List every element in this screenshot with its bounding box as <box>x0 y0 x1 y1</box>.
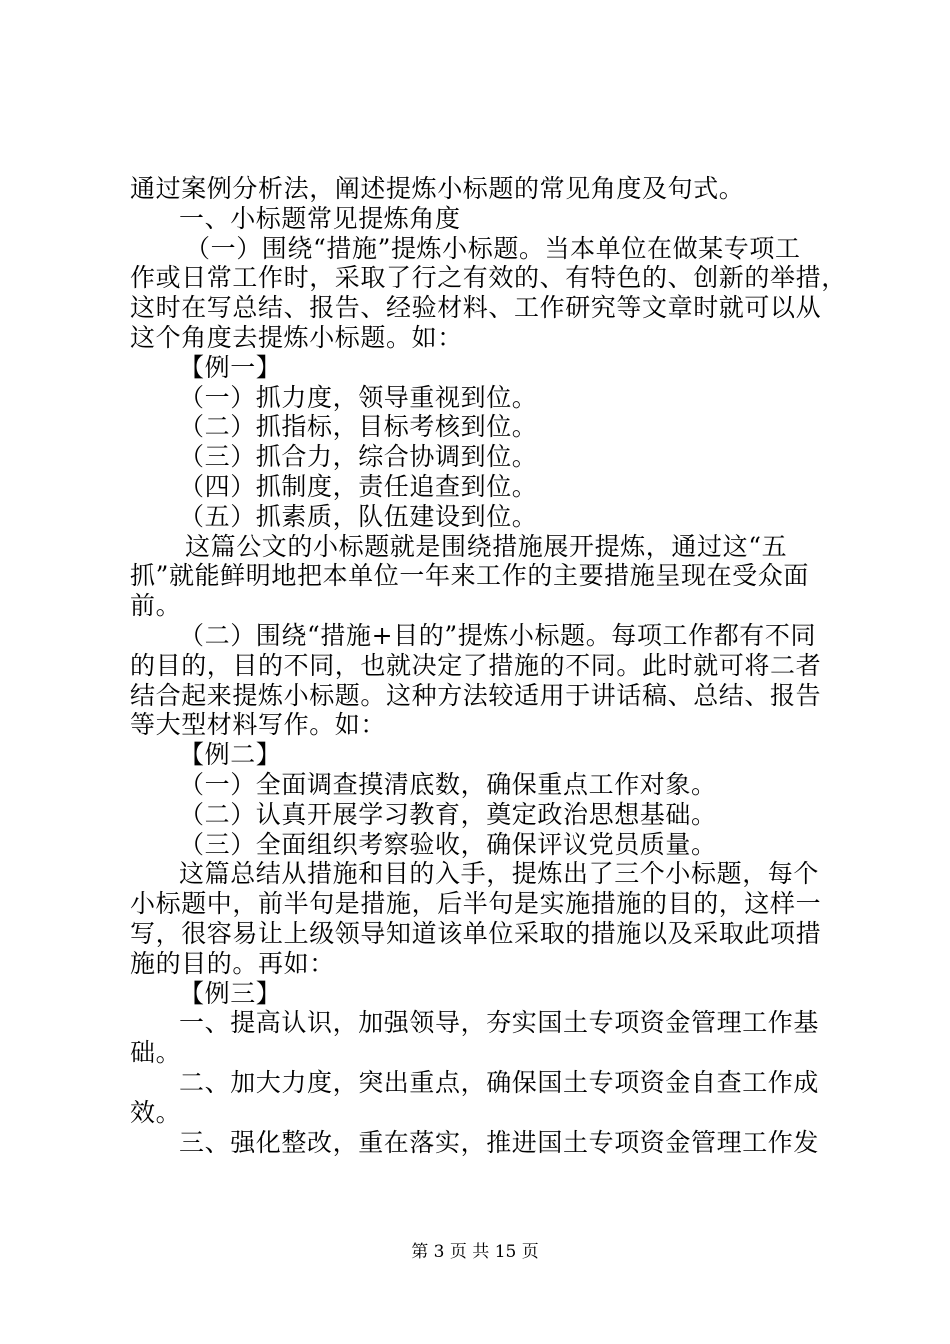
text-line: 的目的，目的不同，也就决定了措施的不同。此时就可将二者 <box>130 650 822 680</box>
text-line: （一）围绕“措施”提炼小标题。当本单位在做某专项工 <box>185 233 801 263</box>
text-line: 通过案例分析法，阐述提炼小标题的常见角度及句式。 <box>130 174 745 203</box>
list-item: （二）认真开展学习教育，奠定政治思想基础。 <box>179 799 717 829</box>
text-line: 础。 <box>130 1038 182 1068</box>
list-item: 二、加大力度，突出重点，确保国土专项资金自查工作成 <box>179 1067 820 1097</box>
list-item: （一）抓力度，领导重视到位。 <box>179 382 538 412</box>
list-item: （一）全面调查摸清底数，确保重点工作对象。 <box>179 769 717 799</box>
list-item: （五）抓素质，队伍建设到位。 <box>179 501 538 531</box>
list-item: （三）抓合力，综合协调到位。 <box>179 442 538 472</box>
list-item: （三）全面组织考察验收，确保评议党员质量。 <box>179 829 717 859</box>
list-item: （四）抓制度，责任追查到位。 <box>179 471 538 501</box>
document-body <box>130 174 847 1157</box>
text-line: 这个角度去提炼小标题。如： <box>130 322 463 352</box>
text-line: 作或日常工作时，采取了行之有效的、有特色的、创新的举措， <box>130 263 847 293</box>
text-line: 抓”就能鲜明地把本单位一年来工作的主要措施呈现在受众面 <box>130 561 809 591</box>
text-line: 这篇公文的小标题就是围绕措施展开提炼，通过这“五 <box>185 531 788 561</box>
example-label: 【例三】 <box>179 978 282 1008</box>
text-line: 结合起来提炼小标题。这种方法较适用于讲话稿、总结、报告 <box>130 680 822 710</box>
text-line: 前。 <box>130 591 182 621</box>
page-number-footer: 第 3 页 共 15 页 <box>411 1242 539 1262</box>
text-line: 写，很容易让上级领导知道该单位采取的措施以及采取此项措 <box>130 918 822 948</box>
text-line: （二）围绕“措施+目的”提炼小标题。每项工作都有不同 <box>179 620 817 650</box>
list-item: 三、强化整改，重在落实，推进国土专项资金管理工作发 <box>179 1127 820 1157</box>
text-line: 等大型材料写作。如： <box>130 710 387 740</box>
text-line: 效。 <box>130 1097 182 1127</box>
section-heading: 一、小标题常见提炼角度 <box>179 203 461 233</box>
text-line: 施的目的。再如： <box>130 948 335 978</box>
example-label: 【例二】 <box>179 740 282 770</box>
list-item: （二）抓指标，目标考核到位。 <box>179 412 538 442</box>
text-line: 这篇总结从措施和目的入手，提炼出了三个小标题，每个 <box>179 859 820 889</box>
text-line: 这时在写总结、报告、经验材料、工作研究等文章时就可以从 <box>130 293 822 323</box>
text-line: 小标题中，前半句是措施，后半句是实施措施的目的，这样一 <box>130 889 822 919</box>
example-label: 【例一】 <box>179 352 282 382</box>
list-item: 一、提高认识，加强领导，夯实国土专项资金管理工作基 <box>179 1008 820 1038</box>
